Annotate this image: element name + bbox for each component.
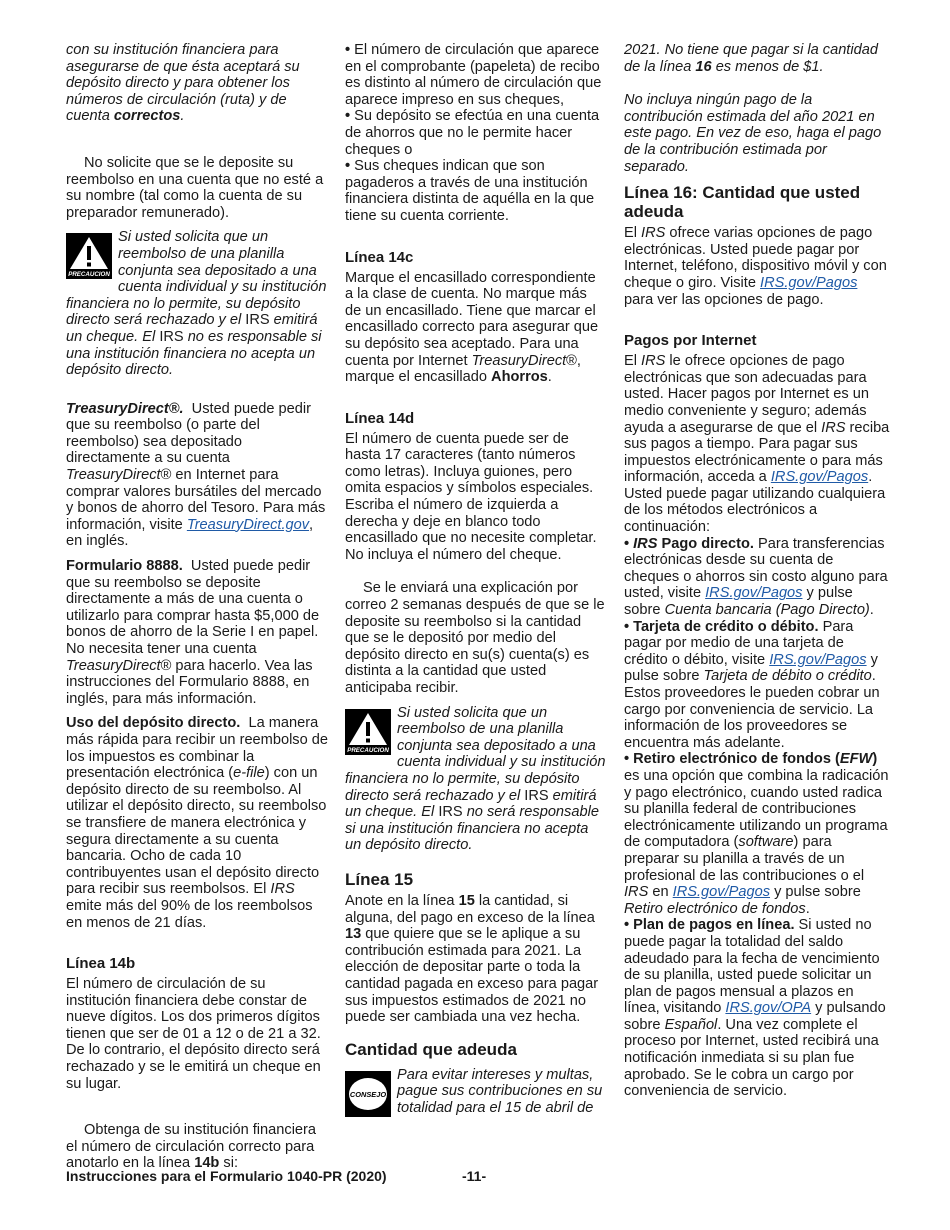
cantidad-adeuda-heading: Cantidad que adeuda xyxy=(345,1039,517,1059)
linea-16-heading: Línea 16: Cantidad que usted adeuda xyxy=(624,183,861,222)
linea-14c-heading: Línea 14c xyxy=(345,248,414,266)
intro-paragraph: con su institución financiera para asegurarse de que ésta aceptará su depósito directo y para obtener los números de circulación (ruta) y de cuenta correctos. xyxy=(66,42,300,125)
list-item: • Sus cheques indican que son pagaderos a través de una institución financiera distinta de aquélla en la que tiene su cuenta corriente. xyxy=(345,158,595,224)
pagos-internet-heading: Pagos por Internet xyxy=(624,332,757,350)
footer-title: Instrucciones para el Formulario 1040-PR (2020) xyxy=(66,1168,387,1184)
pagos-internet-paragraph: El IRS le ofrece opciones de pago electrónicas que son adecuadas para usted. Hacer pagos por Internet es un medio conveniente y seguro; además ayuda a asegurarse de que el IRS reciba sus pagos a tiempo. Para pagar sus impuestos electrónicamente o para más información, acceda a IRS.gov/Pagos. Usted puede pagar utilizando cualquiera de los métodos electrónicos a continuación: xyxy=(624,353,890,536)
linea-15-paragraph: Anote en la línea 15 la cantidad, si alguna, del pago en exceso de la línea 13 que quiere que se le aplique a su contribución estimada para 2021. La elección de depositar parte o toda la cantidad pagada en exceso para pagar sus impuestos estimados de 2021 no puede ser cambiada una vez hecha. xyxy=(345,892,599,1026)
no-solicite-paragraph: No solicite que se le deposite su reembolso en una cuenta que no esté a su nombre (tal como la cuenta de su preparador remunerado). xyxy=(66,154,324,221)
no-incluya-paragraph: No incluya ningún pago de la contribución estimada del año 2021 en este pago. En vez de eso, haga el pago de la contribución estimada por separado. xyxy=(624,92,882,175)
svg-text:PRECAUCION: PRECAUCION xyxy=(347,746,389,754)
linea-14b-heading: Línea 14b xyxy=(66,955,136,973)
page-number: -11- xyxy=(462,1168,487,1184)
caution-note-2: PRECAUCION Si usted solicita que un reembolso de una planilla conjunta sea depositado a una cuenta individual y su institución financiera no lo permite, su depósito directo será rechazado y el IRS emitirá un cheque. El IRS no será responsable si una institución financiera no acepta un depósito directo. xyxy=(345,704,606,854)
irs-pagos-link[interactable]: IRS.gov/Pagos xyxy=(672,884,771,901)
list-item: • IRS Pago directo. Para transferencias electrónicas desde su cuenta de cheques o ahorros sin costo alguno para usted, visite IRS.gov/Pagos y pulse sobre Cuenta bancaria (Pago Directo). xyxy=(624,535,888,619)
column-3 xyxy=(624,42,890,1100)
irs-pagos-link[interactable]: IRS.gov/Pagos xyxy=(770,469,869,486)
column-1 xyxy=(66,42,328,1172)
list-item: • Tarjeta de crédito o débito. Para pagar por medio de una tarjeta de crédito o débito, visite IRS.gov/Pagos y pulse sobre Tarjeta de débito o crédito. Estos proveedores le pueden cobrar un cargo por conveniencia de servicio. La información de los proveedores se encuentra más adelante. xyxy=(624,618,880,751)
treasurydirect-link[interactable]: TreasuryDirect.gov xyxy=(186,516,310,533)
list-item: • El número de circulación que aparece en el comprobante (papeleta) de recibo es distinto al número de circulación que aparece impreso en sus cheques, xyxy=(345,42,602,108)
tip-continued: 2021. No tiene que pagar si la cantidad de la línea 16 es menos de $1. xyxy=(624,42,878,75)
column-2 xyxy=(345,42,607,1117)
svg-text:PRECAUCION: PRECAUCION xyxy=(68,271,110,279)
caution-icon xyxy=(66,233,112,279)
tip-note: CONSEJO Para evitar intereses y multas, pague sus contribuciones en su totalidad para el 15 de abril de xyxy=(345,1067,607,1117)
treasurydirect-paragraph: TreasuryDirect®. Usted puede pedir que su reembolso (o parte del reembolso) sea depositado directamente a su cuenta TreasuryDirect® en Internet para comprar valores bursátiles del mercado y bonos de ahorro del Tesoro. Para más información, visite TreasuryDirect.gov, en inglés. xyxy=(66,400,326,550)
obtenga-paragraph: Obtenga de su institución financiera el número de circulación correcto para anotarlo en la línea 14b si: xyxy=(66,1122,317,1172)
caution-note-1: PRECAUCION Si usted solicita que un reembolso de una planilla conjunta sea depositado a una cuenta individual y su institución financiera no lo permite, su depósito directo será rechazado y el IRS emitirá un cheque. El IRS no es responsable si una institución financiera no acepta un depósito directo. xyxy=(66,229,327,379)
linea-14c-paragraph: Marque el encasillado correspondiente a la clase de cuenta. No marque más de un encasillado. Tiene que marcar el encasillado correcto para asegurar que su depósito sea aceptado. Para una cuenta por Internet TreasuryDirect®, marque el encasillado Ahorros. xyxy=(345,269,599,386)
list-item: • Su depósito se efectúa en una cuenta de ahorros que no le permite hacer cheques o xyxy=(345,108,600,158)
irs-opa-link[interactable]: IRS.gov/OPA xyxy=(725,1000,812,1017)
linea-14d-heading: Línea 14d xyxy=(345,409,415,427)
svg-text:CONSEJO: CONSEJO xyxy=(349,1089,387,1099)
caution-icon xyxy=(345,709,391,755)
irs-pagos-link[interactable]: IRS.gov/Pagos xyxy=(769,651,867,668)
irs-pagos-link[interactable]: IRS.gov/Pagos xyxy=(760,274,858,291)
tip-icon xyxy=(345,1071,391,1117)
linea-16-paragraph: El IRS ofrece varias opciones de pago electrónicas. Usted puede pagar por Internet, teléfono, dispositivo móvil y con cheque o giro. Visite IRS.gov/Pagos para ver las opciones de pago. xyxy=(624,225,887,308)
linea-14b-paragraph: El número de circulación de su institución financiera debe constar de nueve dígitos. Los dos primeros dígitos tienen que ser de 01 a 12 o de 21 a 32. De lo contrario, el depósito directo será rechazado y se le emitirá un cheque en su lugar. xyxy=(66,976,321,1092)
list-item: • Retiro electrónico de fondos (EFW) es una opción que combina la radicación y pago electrónico, cuando usted radica su planilla federal de contribuciones electrónicamente utilizando un programa de computadora (software) para preparar su planilla a través de un profesional de las contribuciones o el IRS en IRS.gov/Pagos y pulse sobre Retiro electrónico de fondos. xyxy=(624,751,889,917)
formulario-8888-paragraph: Formulario 8888. Usted puede pedir que su reembolso se deposite directamente a más de una cuenta o utilizarlo para comprar hasta $5,000 de bonos de ahorro de la Serie I en papel. No necesita tener una cuenta TreasuryDirect® para hacerlo. Vea las instrucciones del Formulario 8888, en inglés, para más información. xyxy=(66,558,320,707)
list-item: • Plan de pagos en línea. Si usted no puede pagar la totalidad del saldo adeudado para la fecha de vencimiento de su planilla, usted puede solicitar un plan de pagos mensual a plazos en línea, visitando IRS.gov/OPA y pulsando sobre Español. Una vez complete el proceso por Internet, usted recibirá una notificación inmediata si su plan fue aprobado. Se le cobra un cargo por conveniencia de servicio. xyxy=(624,917,886,1100)
explicacion-paragraph: Se le enviará una explicación por correo 2 semanas después de que se le deposite su reembolso si la cantidad que se le depositó por medio del depósito directo en su(s) cuenta(s) es distinta a la cantidad que usted anticipaba recibir. xyxy=(345,580,605,696)
irs-pagos-link[interactable]: IRS.gov/Pagos xyxy=(705,585,803,602)
uso-deposito-paragraph: Uso del depósito directo. La manera más rápida para recibir un reembolso de los impuestos es combinar la presentación electrónica (e-file) con un depósito directo de su reembolso. Al utilizar el depósito directo, su reembolso se transfiere de manera electrónica y segura directamente a su cuenta bancaria. Ocho de cada 10 contribuyentes usan el depósito directo para recibir sus reembolsos. El IRS emite más del 90% de los reembolsos en menos de 21 días. xyxy=(66,715,329,931)
linea-14d-paragraph: El número de cuenta puede ser de hasta 17 caracteres (tanto números como letras). Incluya guiones, pero omita espacios y símbolos especiales. Escriba el número de izquierda a derecha y deje en blanco todo encasillado que no necesite completar. No incluya el número del cheque. xyxy=(345,430,597,563)
linea-15-heading: Línea 15 xyxy=(345,869,414,889)
